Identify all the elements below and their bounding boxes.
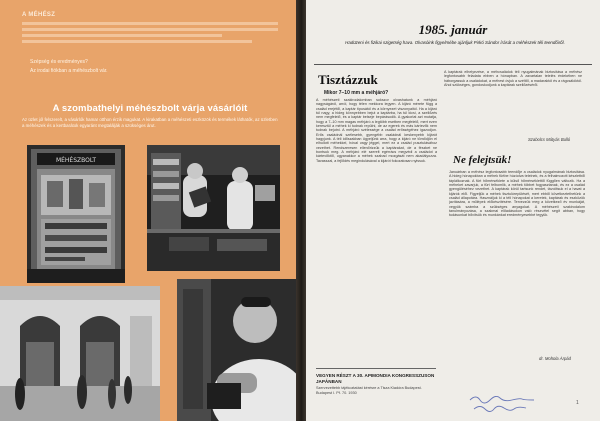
storefront-sign-text: MÉHÉSZBOLT [55,157,97,164]
tagline-2: Az irodai fiókban a méhészbolt vár. [30,68,108,74]
tisztazzuk-subhead: Mikor 7–10 mm a méhjáró? [324,90,389,96]
divider [314,64,592,65]
page-title: 1985. január [418,22,488,37]
shop-interior-photo [147,145,280,271]
top-right-article-body: A kaptárak elhelyezése, a méhcsaládok téli nyugalmának biztosítása a méhész legfontosabb feladata ebben a hónapban. A zavartalan telelés érdekében ne háborgassuk a családokat, a méhest óvjuk a széltől, a madaraktól és a rágcsálóktól. Ahol szükséges, gondoskodjunk a kaptárak szellőzéséről. [444,70,582,88]
section-label: A MÉHÉSZ [22,12,56,18]
tagline-1: Szépség és eredményes? [30,59,88,65]
page-number: 1 [576,400,579,406]
faded-text-line [22,40,252,43]
nefelejts-heading: Ne felejtsük! [453,154,512,166]
storefront-photo [27,145,125,283]
faded-text-line [22,22,278,25]
left-page [0,0,298,421]
ad-title: VEGYEN RÉSZT A 30. APIMONDIA KONGRESSZUSON JAPÁNBAN [316,373,435,384]
faded-text-line [22,28,278,31]
right-page [306,0,600,421]
nefelejts-body: Januárban a méhész legfontosabb teendője a családok nyugalmának biztosítása. A hideg hónapokban a méhek fürtbe húzódva telelnek, és a felhalmozott készletből táplálkoznak. A fürt hőmérséklete a külső hőmérséklettől függően változik. Ha a méheket zavarjuk, a fürt felbomlik, a méhek többet fogyasztanak, és ez a család gyengüléséhez vezethet. A kaptárak körül tartsunk rendet, távolítsuk el a havat a kijárók elől. Figyeljük a méhek tisztulórepülését, mert ebből következtethetünk a család állapotára. Használjuk ki a téli hónapokat a keretek, kaptárak és eszközök javítására, a műlépek előkészítésére. Tervezzük meg a következő év munkáját, vegyük számba a szükséges anyagokat. A méhészeti szakirodalom tanulmányozása, a szakmai előadásokon való részvétel segít abban, hogy tudásunkat bővítsük és munkánkat eredményesebbé tegyük. [449,170,585,218]
photo-caption: Az üzlet jól felszerelt, a vásárlók hamar otthon érzik magukat. A kirakatban a méhészeti eszközök és termékek láthatók, az üzletben a méhészek és a kertbarátok egyaránt megtalálják a szükséges árut. [22,117,278,128]
article-headline: A szombathelyi méhészbolt várja vásárlóit [52,103,248,114]
faded-text-line [22,34,222,37]
beekeeper-portrait-photo [177,279,298,421]
author-signature-1: Szabolcs Mátyás Bulló [528,137,571,142]
tisztazzuk-body: A méhészeti szakirodalomban sokszor olvashatunk a méhjáró nagyságáról, arról, hogy télen mekkora legyen. A kijáró mérete függ a család erejétől, a kaptár típusától és a környezet viszonyaitól. Ha a kijáró túl nagy, a hideg könnyebben bejut a kaptárba, ha túl kicsi, a szellőzés nem megfelelő, és a kaptár belseje bepárásodik. A gyakorlat azt mutatja, hogy a 7–10 mm magas méhjáró a legtöbb esetben megfelelő, mert ezen keresztül a méhek ki tudnak repülni, de az egerek és más kártevők nem tudnak bejutni. A méhjáró szélessége a család erősségéhez igazodjon. Erős családnál szélesebb, gyengébb családnál keskenyebb kijárót hagyjunk. A téli időszakban ügyeljünk arra, hogy a kijáró ne tömődjön el elhullott méhekkel, hóval vagy jéggel, mert ez a család pusztulásához vezethet. Rendszeresen ellenőrizzük a kaptárakat, de a fészket ne bontsuk meg. A méhjáró elé szerelt egérrács megvédi a családot a kártevőktől, ugyanakkor a méhek szabad mozgását nem akadályozza. Tavasszal, a fejlődés megindulásával a kijárót fokozatosan nyissuk. [316,98,437,163]
apimondia-ad [316,368,436,416]
ad-body: Szervezettebb tájékoztatást kérésre a Tisza Kiadóra Budapest. Budapest I. Pf. 70. 1930 [316,386,422,395]
street-photo [0,286,160,421]
handwritten-note [466,392,556,414]
author-signature-2: dr. Mohola Árpád [539,356,571,361]
page-intro: Hadüzeni és fizikai szigetség hava. Olvasóink figyelmébe ajánljuk Pirkó Sándor írását a méhészek téli teendőiről. [345,40,565,45]
tisztazzuk-heading: Tisztázzuk [318,72,378,87]
